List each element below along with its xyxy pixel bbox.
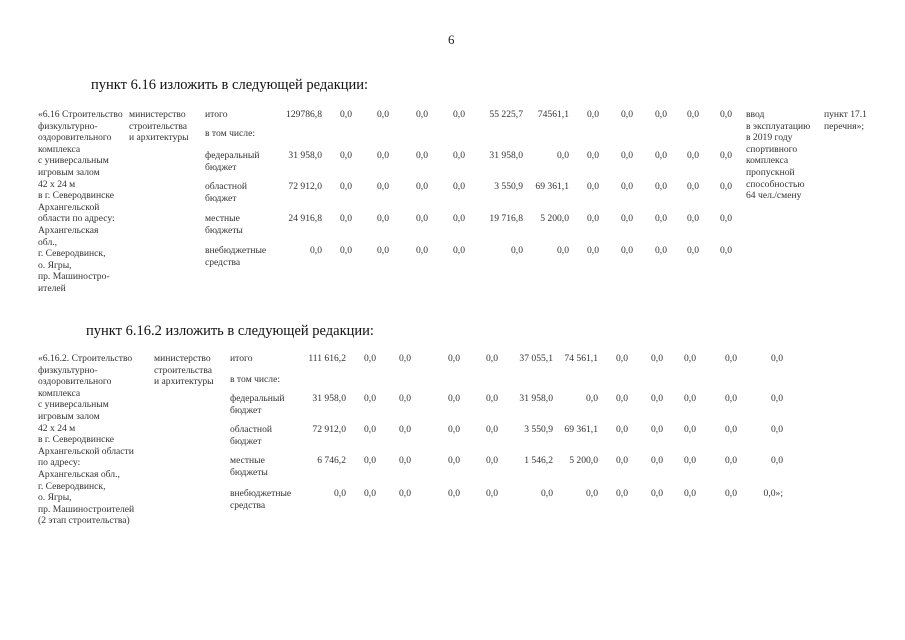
table-cell: 0,0 (616, 455, 628, 466)
table-cell: 0,0 (771, 393, 783, 404)
table-cell: 6 746,2 (317, 455, 346, 466)
table-cell: 0,0 (586, 488, 598, 499)
table-cell: 24 916,8 (288, 213, 322, 224)
table-cell: 0,0 (684, 393, 696, 404)
table-cell: 0,0 (364, 353, 376, 364)
table-cell: 0,0 (377, 150, 389, 161)
table-cell: 0,0 (340, 181, 352, 192)
section2-heading: пункт 6.16.2 изложить в следующей редакции: (86, 323, 374, 339)
table-cell: 0,0 (771, 455, 783, 466)
table-cell: 0,0 (448, 353, 460, 364)
table-cell: 0,0 (725, 353, 737, 364)
table-cell: 0,0 (687, 181, 699, 192)
table-cell: 0,0 (364, 455, 376, 466)
row-label: в том числе: (230, 374, 281, 385)
table-cell: 0,0 (377, 213, 389, 224)
table-cell: 31 958,0 (288, 150, 322, 161)
table-cell: 0,0 (377, 109, 389, 120)
row-label: итого (230, 353, 253, 364)
table-cell: 0,0 (557, 245, 569, 256)
table-cell: 0,0 (651, 488, 663, 499)
table-cell: 0,0 (399, 455, 411, 466)
table-cell: 0,0 (334, 488, 346, 499)
table-cell: 0,0 (486, 393, 498, 404)
table-cell: 0,0 (399, 424, 411, 435)
table-cell: 0,0 (448, 488, 460, 499)
table-cell: 31 958,0 (489, 150, 523, 161)
table-cell: 74 561,1 (564, 353, 598, 364)
row-label: местные бюджеты (230, 455, 268, 478)
table-cell: 0,0 (687, 109, 699, 120)
table-cell: 31 958,0 (312, 393, 346, 404)
table-cell: 0,0 (771, 424, 783, 435)
table-cell: 0,0 (616, 393, 628, 404)
section1-heading: пункт 6.16 изложить в следующей редакции: (91, 77, 369, 93)
section1-result: ввод в эксплуатацию в 2019 году спортивного комплекса пропускной способностью 64 чел./смену (746, 109, 811, 202)
table-cell: 0,0 (486, 488, 498, 499)
table-cell: 5 200,0 (569, 455, 598, 466)
row-label: внебюджетные средства (205, 245, 267, 268)
table-cell: 72 912,0 (312, 424, 346, 435)
table-cell: 0,0 (399, 353, 411, 364)
table-cell: 0,0 (651, 393, 663, 404)
table-cell: 0,0 (725, 393, 737, 404)
table-cell: 0,0 (725, 488, 737, 499)
table-cell: 0,0 (651, 424, 663, 435)
table-cell: 5 200,0 (540, 213, 569, 224)
table-cell: 0,0 (453, 213, 465, 224)
table-cell: 0,0 (416, 150, 428, 161)
table-cell: 0,0 (416, 181, 428, 192)
table-cell: 37 055,1 (519, 353, 553, 364)
table-cell: 0,0 (364, 424, 376, 435)
table-cell: 0,0 (486, 424, 498, 435)
table-cell: 0,0 (687, 245, 699, 256)
table-cell: 0,0 (340, 109, 352, 120)
table-cell: 69 361,1 (535, 181, 569, 192)
table-cell: 0,0»; (763, 488, 783, 499)
table-cell: 0,0 (416, 213, 428, 224)
table-cell: 0,0 (587, 109, 599, 120)
table-cell: 0,0 (720, 213, 732, 224)
table-cell: 0,0 (720, 109, 732, 120)
table-cell: 0,0 (655, 109, 667, 120)
row-label: итого (205, 109, 228, 120)
section1-reference: пункт 17.1 перечня»; (824, 109, 867, 132)
table-cell: 0,0 (651, 455, 663, 466)
table-cell: 0,0 (720, 150, 732, 161)
table-cell: 0,0 (621, 109, 633, 120)
table-cell: 0,0 (587, 181, 599, 192)
table-cell: 129786,8 (286, 109, 322, 120)
table-cell: 0,0 (310, 245, 322, 256)
table-cell: 0,0 (621, 181, 633, 192)
section2-ministry: министерство строительства и архитектуры (154, 353, 214, 388)
table-cell: 0,0 (364, 393, 376, 404)
table-cell: 0,0 (453, 181, 465, 192)
row-label: федеральный бюджет (230, 393, 285, 416)
table-cell: 0,0 (687, 150, 699, 161)
table-cell: 19 716,8 (489, 213, 523, 224)
table-cell: 0,0 (621, 150, 633, 161)
table-cell: 0,0 (684, 455, 696, 466)
table-cell: 0,0 (587, 245, 599, 256)
row-label: федеральный бюджет (205, 150, 260, 173)
table-cell: 74561,1 (537, 109, 569, 120)
table-cell: 0,0 (399, 393, 411, 404)
table-cell: 0,0 (621, 245, 633, 256)
table-cell: 0,0 (684, 353, 696, 364)
row-label: в том числе: (205, 128, 256, 139)
table-cell: 0,0 (340, 150, 352, 161)
table-cell: 0,0 (340, 245, 352, 256)
table-cell: 0,0 (448, 424, 460, 435)
table-cell: 0,0 (557, 150, 569, 161)
section2-object-description: «6.16.2. Строительство физкультурно- оздоровительного комплекса с универсальным игровым залом 42 х 24 м в г. Северодвинске Архангельской области по адресу: Архангельская обл., г. Северодвинск, о. Ягры, пр. Машиностроителей (2 этап строительства) (38, 353, 135, 527)
table-cell: 0,0 (684, 488, 696, 499)
table-cell: 0,0 (616, 424, 628, 435)
table-cell: 0,0 (616, 488, 628, 499)
table-cell: 0,0 (416, 245, 428, 256)
table-cell: 0,0 (687, 213, 699, 224)
table-cell: 111 616,2 (308, 353, 346, 364)
table-cell: 0,0 (651, 353, 663, 364)
table-cell: 0,0 (486, 455, 498, 466)
table-cell: 0,0 (541, 488, 553, 499)
table-cell: 0,0 (684, 424, 696, 435)
table-cell: 0,0 (416, 109, 428, 120)
table-cell: 0,0 (587, 150, 599, 161)
table-cell: 0,0 (655, 213, 667, 224)
row-label: внебюджетные средства (230, 488, 292, 511)
table-cell: 0,0 (364, 488, 376, 499)
table-cell: 0,0 (377, 245, 389, 256)
table-cell: 0,0 (448, 393, 460, 404)
table-cell: 1 546,2 (524, 455, 553, 466)
table-cell: 31 958,0 (519, 393, 553, 404)
table-cell: 3 550,9 (494, 181, 523, 192)
table-cell: 0,0 (448, 455, 460, 466)
table-cell: 0,0 (725, 424, 737, 435)
table-cell: 0,0 (655, 181, 667, 192)
table-cell: 0,0 (486, 353, 498, 364)
table-cell: 0,0 (453, 245, 465, 256)
table-cell: 0,0 (587, 213, 599, 224)
table-cell: 0,0 (453, 109, 465, 120)
table-cell: 0,0 (399, 488, 411, 499)
table-cell: 0,0 (655, 150, 667, 161)
table-cell: 0,0 (377, 181, 389, 192)
table-cell: 0,0 (720, 181, 732, 192)
table-cell: 0,0 (616, 353, 628, 364)
table-cell: 0,0 (720, 245, 732, 256)
table-cell: 0,0 (511, 245, 523, 256)
table-cell: 0,0 (621, 213, 633, 224)
section1-ministry: министерство строительства и архитектуры (129, 109, 189, 144)
table-cell: 55 225,7 (489, 109, 523, 120)
section1-object-description: «6.16 Строительство физкультурно- оздоровительного комплекса с универсальным игровым залом 42 х 24 м в г. Северодвинске Архангельской области по адресу: Архангельская обл., г. Северодвинск, о. Ягры, пр. Машиностро- ителей (38, 109, 123, 294)
table-cell: 0,0 (340, 213, 352, 224)
row-label: областной бюджет (230, 424, 273, 447)
table-cell: 0,0 (771, 353, 783, 364)
table-cell: 0,0 (655, 245, 667, 256)
row-label: местные бюджеты (205, 213, 243, 236)
table-cell: 3 550,9 (524, 424, 553, 435)
table-cell: 0,0 (586, 393, 598, 404)
row-label: областной бюджет (205, 181, 248, 204)
table-cell: 0,0 (725, 455, 737, 466)
table-cell: 72 912,0 (288, 181, 322, 192)
table-cell: 0,0 (453, 150, 465, 161)
table-cell: 69 361,1 (564, 424, 598, 435)
page-number: 6 (448, 32, 455, 47)
